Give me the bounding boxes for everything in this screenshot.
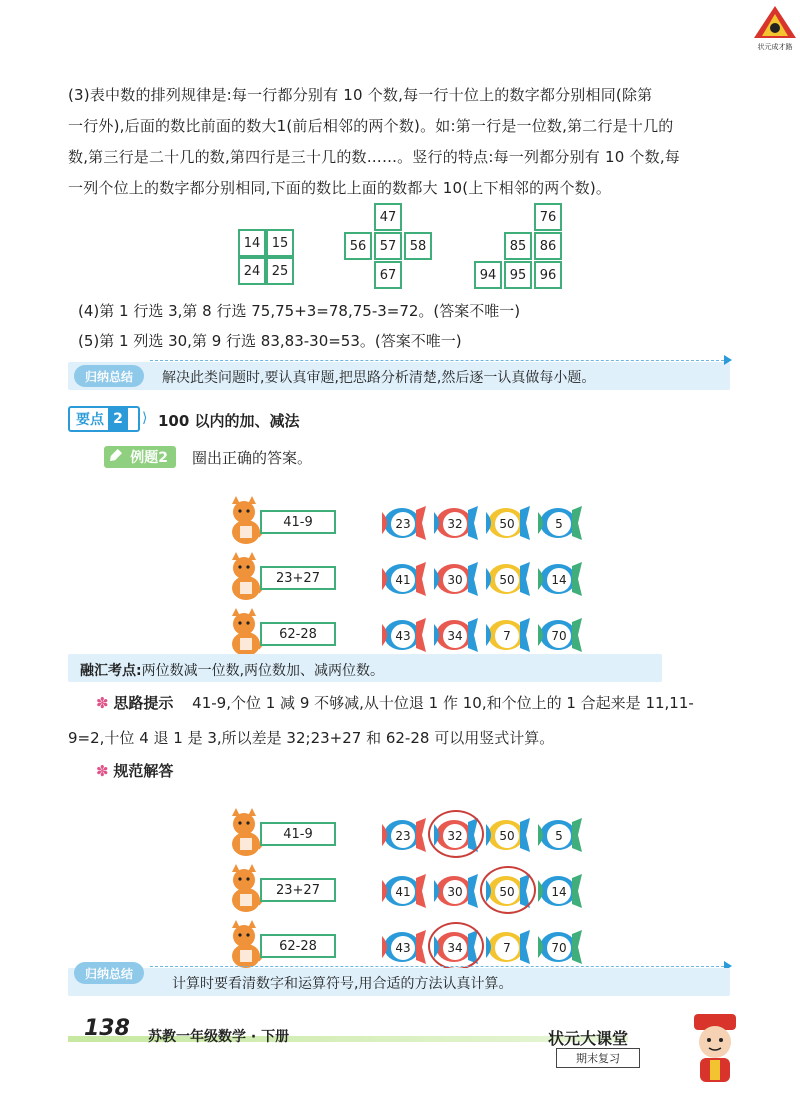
brand-mountain-icon [752, 4, 798, 40]
hint-label: 思路提示 [113, 694, 174, 712]
question-expression: 62-28 [260, 622, 336, 646]
answer-option-value: 14 [547, 880, 571, 904]
question-option[interactable] [430, 504, 480, 542]
answer-option-value: 50 [495, 880, 519, 904]
grid-cell: 86 [534, 232, 562, 260]
grid-cell: 24 [238, 257, 266, 285]
book-title: 苏教一年级数学 · 下册 [148, 1029, 290, 1045]
answer-option [378, 872, 428, 910]
pencil-icon [105, 446, 125, 466]
question-expression: 41-9 [260, 510, 336, 534]
answer-option [534, 928, 584, 966]
question-option[interactable] [534, 504, 584, 542]
number-grid-c [474, 203, 564, 293]
paragraph-3-line-1: (3)表中数的排列规律是:每一行都分别有 10 个数,每一行十位上的数字都分别相同(除第 [68, 86, 653, 104]
paragraph-3-line-4: 一列个位上的数字都分别相同,下面的数比上面的数都大 10(上下相邻的两个数)。 [68, 179, 612, 197]
answer-option-value: 70 [547, 936, 571, 960]
question-option[interactable] [482, 504, 532, 542]
grid-cell: 94 [474, 261, 502, 289]
summary-tag-2: 归纳总结 [74, 962, 144, 984]
answer-option [482, 816, 532, 854]
answer-option [482, 928, 532, 966]
paragraph-3-line-3: 数,第三行是二十几的数,第四行是三十几的数……。竖行的特点:每一列都分别有 10 个数,每 [68, 148, 680, 166]
answer-option-value: 23 [391, 824, 415, 848]
flower-icon: ✽ [96, 762, 109, 780]
summary-divider-2 [150, 966, 724, 967]
fusion-text: 两位数减一位数,两位数加、减两位数。 [141, 663, 385, 679]
scholar-mascot-icon [680, 1010, 750, 1086]
grid-cell: 14 [238, 229, 266, 257]
grid-cell: 85 [504, 232, 532, 260]
keypoint-chevron-icon: ⟩ [142, 410, 148, 426]
fusion-text-line [80, 660, 384, 680]
answer-option-value: 7 [495, 936, 519, 960]
question-option-value: 34 [443, 624, 467, 648]
hint-text-1: 41-9,个位 1 减 9 不够减,从十位退 1 作 10,和个位上的 1 合起来是 11,11- [192, 694, 694, 712]
corner-logo [752, 4, 798, 50]
question-option-value: 41 [391, 568, 415, 592]
grid-cell: 76 [534, 203, 562, 231]
question-option[interactable] [430, 560, 480, 598]
answer-circle [428, 810, 484, 858]
answer-option [482, 872, 532, 910]
hint-text-2: 9=2,十位 4 退 1 是 3,所以差是 32;23+27 和 62-28 可以用竖式计算。 [68, 729, 555, 747]
series-title: 状元大课堂 [548, 1029, 629, 1048]
question-option[interactable] [482, 560, 532, 598]
question-option[interactable] [378, 504, 428, 542]
question-option[interactable] [378, 560, 428, 598]
grid-cell: 25 [266, 257, 294, 285]
page-number: 138 [84, 1016, 130, 1041]
question-option-value: 50 [495, 568, 519, 592]
answer-option-value: 5 [547, 824, 571, 848]
answer-option [534, 816, 584, 854]
answer-label: 规范解答 [113, 762, 174, 780]
answer-option-value: 50 [495, 824, 519, 848]
question-option[interactable] [534, 560, 584, 598]
grid-cell: 47 [374, 203, 402, 231]
keypoint-number: 2 [108, 408, 128, 430]
example-badge [104, 446, 176, 468]
example-label: 例题2 [130, 450, 168, 466]
flower-icon: ✽ [96, 694, 109, 712]
hint-line-1 [96, 692, 736, 713]
question-option-value: 50 [495, 512, 519, 536]
answer-expression: 62-28 [260, 934, 336, 958]
question-option-value: 7 [495, 624, 519, 648]
answer-circle [428, 922, 484, 970]
question-option-value: 5 [547, 512, 571, 536]
series-subtitle: 期末复习 [576, 1052, 620, 1065]
number-grid-a [238, 229, 298, 289]
question-option-value: 23 [391, 512, 415, 536]
answer-option-value: 32 [443, 824, 467, 848]
answer-option [534, 872, 584, 910]
answer-expression: 41-9 [260, 822, 336, 846]
answer-header [96, 760, 173, 781]
answer-option-value: 41 [391, 880, 415, 904]
answer-option [378, 816, 428, 854]
question-option[interactable] [482, 616, 532, 654]
answer-option-value: 34 [443, 936, 467, 960]
grid-cell: 15 [266, 229, 294, 257]
keypoint-label: 要点 [76, 412, 104, 428]
answer-option-value: 43 [391, 936, 415, 960]
question-option-value: 30 [443, 568, 467, 592]
summary-tag-1: 归纳总结 [74, 365, 144, 387]
paragraph-4: (4)第 1 行选 3,第 8 行选 75,75+3=78,75-3=72。(答案不唯一) [78, 302, 521, 320]
question-option-value: 32 [443, 512, 467, 536]
answer-expression: 23+27 [260, 878, 336, 902]
mascot-illustration [680, 1010, 750, 1086]
grid-cell: 56 [344, 232, 372, 260]
question-option[interactable] [378, 616, 428, 654]
answer-circle [480, 866, 536, 914]
question-option-value: 43 [391, 624, 415, 648]
grid-cell: 58 [404, 232, 432, 260]
example-instruction: 圈出正确的答案。 [192, 449, 313, 467]
grid-cell: 67 [374, 261, 402, 289]
grid-cell: 96 [534, 261, 562, 289]
number-grid-b [344, 203, 434, 293]
paragraph-3 [68, 80, 738, 204]
question-option[interactable] [430, 616, 480, 654]
summary-divider-1 [150, 360, 724, 361]
keypoint-badge [68, 406, 140, 432]
answer-option [430, 816, 480, 854]
grid-cell: 95 [504, 261, 532, 289]
question-option[interactable] [534, 616, 584, 654]
question-option-value: 14 [547, 568, 571, 592]
question-option-value: 70 [547, 624, 571, 648]
corner-logo-text: 状元成才路 [757, 43, 793, 51]
hint-block [96, 692, 736, 713]
fusion-label: 融汇考点: [80, 663, 142, 679]
answer-option [430, 872, 480, 910]
paragraph-3-line-2: 一行外),后面的数比前面的数大1(前后相邻的两个数)。如:第一行是一位数,第二行是十几的 [68, 117, 674, 135]
answer-option-value: 30 [443, 880, 467, 904]
summary-text-1: 解决此类问题时,要认真审题,把思路分析清楚,然后逐一认真做每小题。 [162, 370, 596, 386]
keypoint-title: 100 以内的加、减法 [158, 412, 300, 430]
summary-text-2: 计算时要看清数字和运算符号,用合适的方法认真计算。 [172, 976, 513, 992]
series-subtitle-box [556, 1048, 640, 1068]
grid-cell: 57 [374, 232, 402, 260]
arrow-right-icon [724, 355, 732, 365]
paragraph-5: (5)第 1 列选 30,第 9 行选 83,83-30=53。(答案不唯一) [78, 332, 462, 350]
question-expression: 23+27 [260, 566, 336, 590]
answer-option [378, 928, 428, 966]
answer-option [430, 928, 480, 966]
